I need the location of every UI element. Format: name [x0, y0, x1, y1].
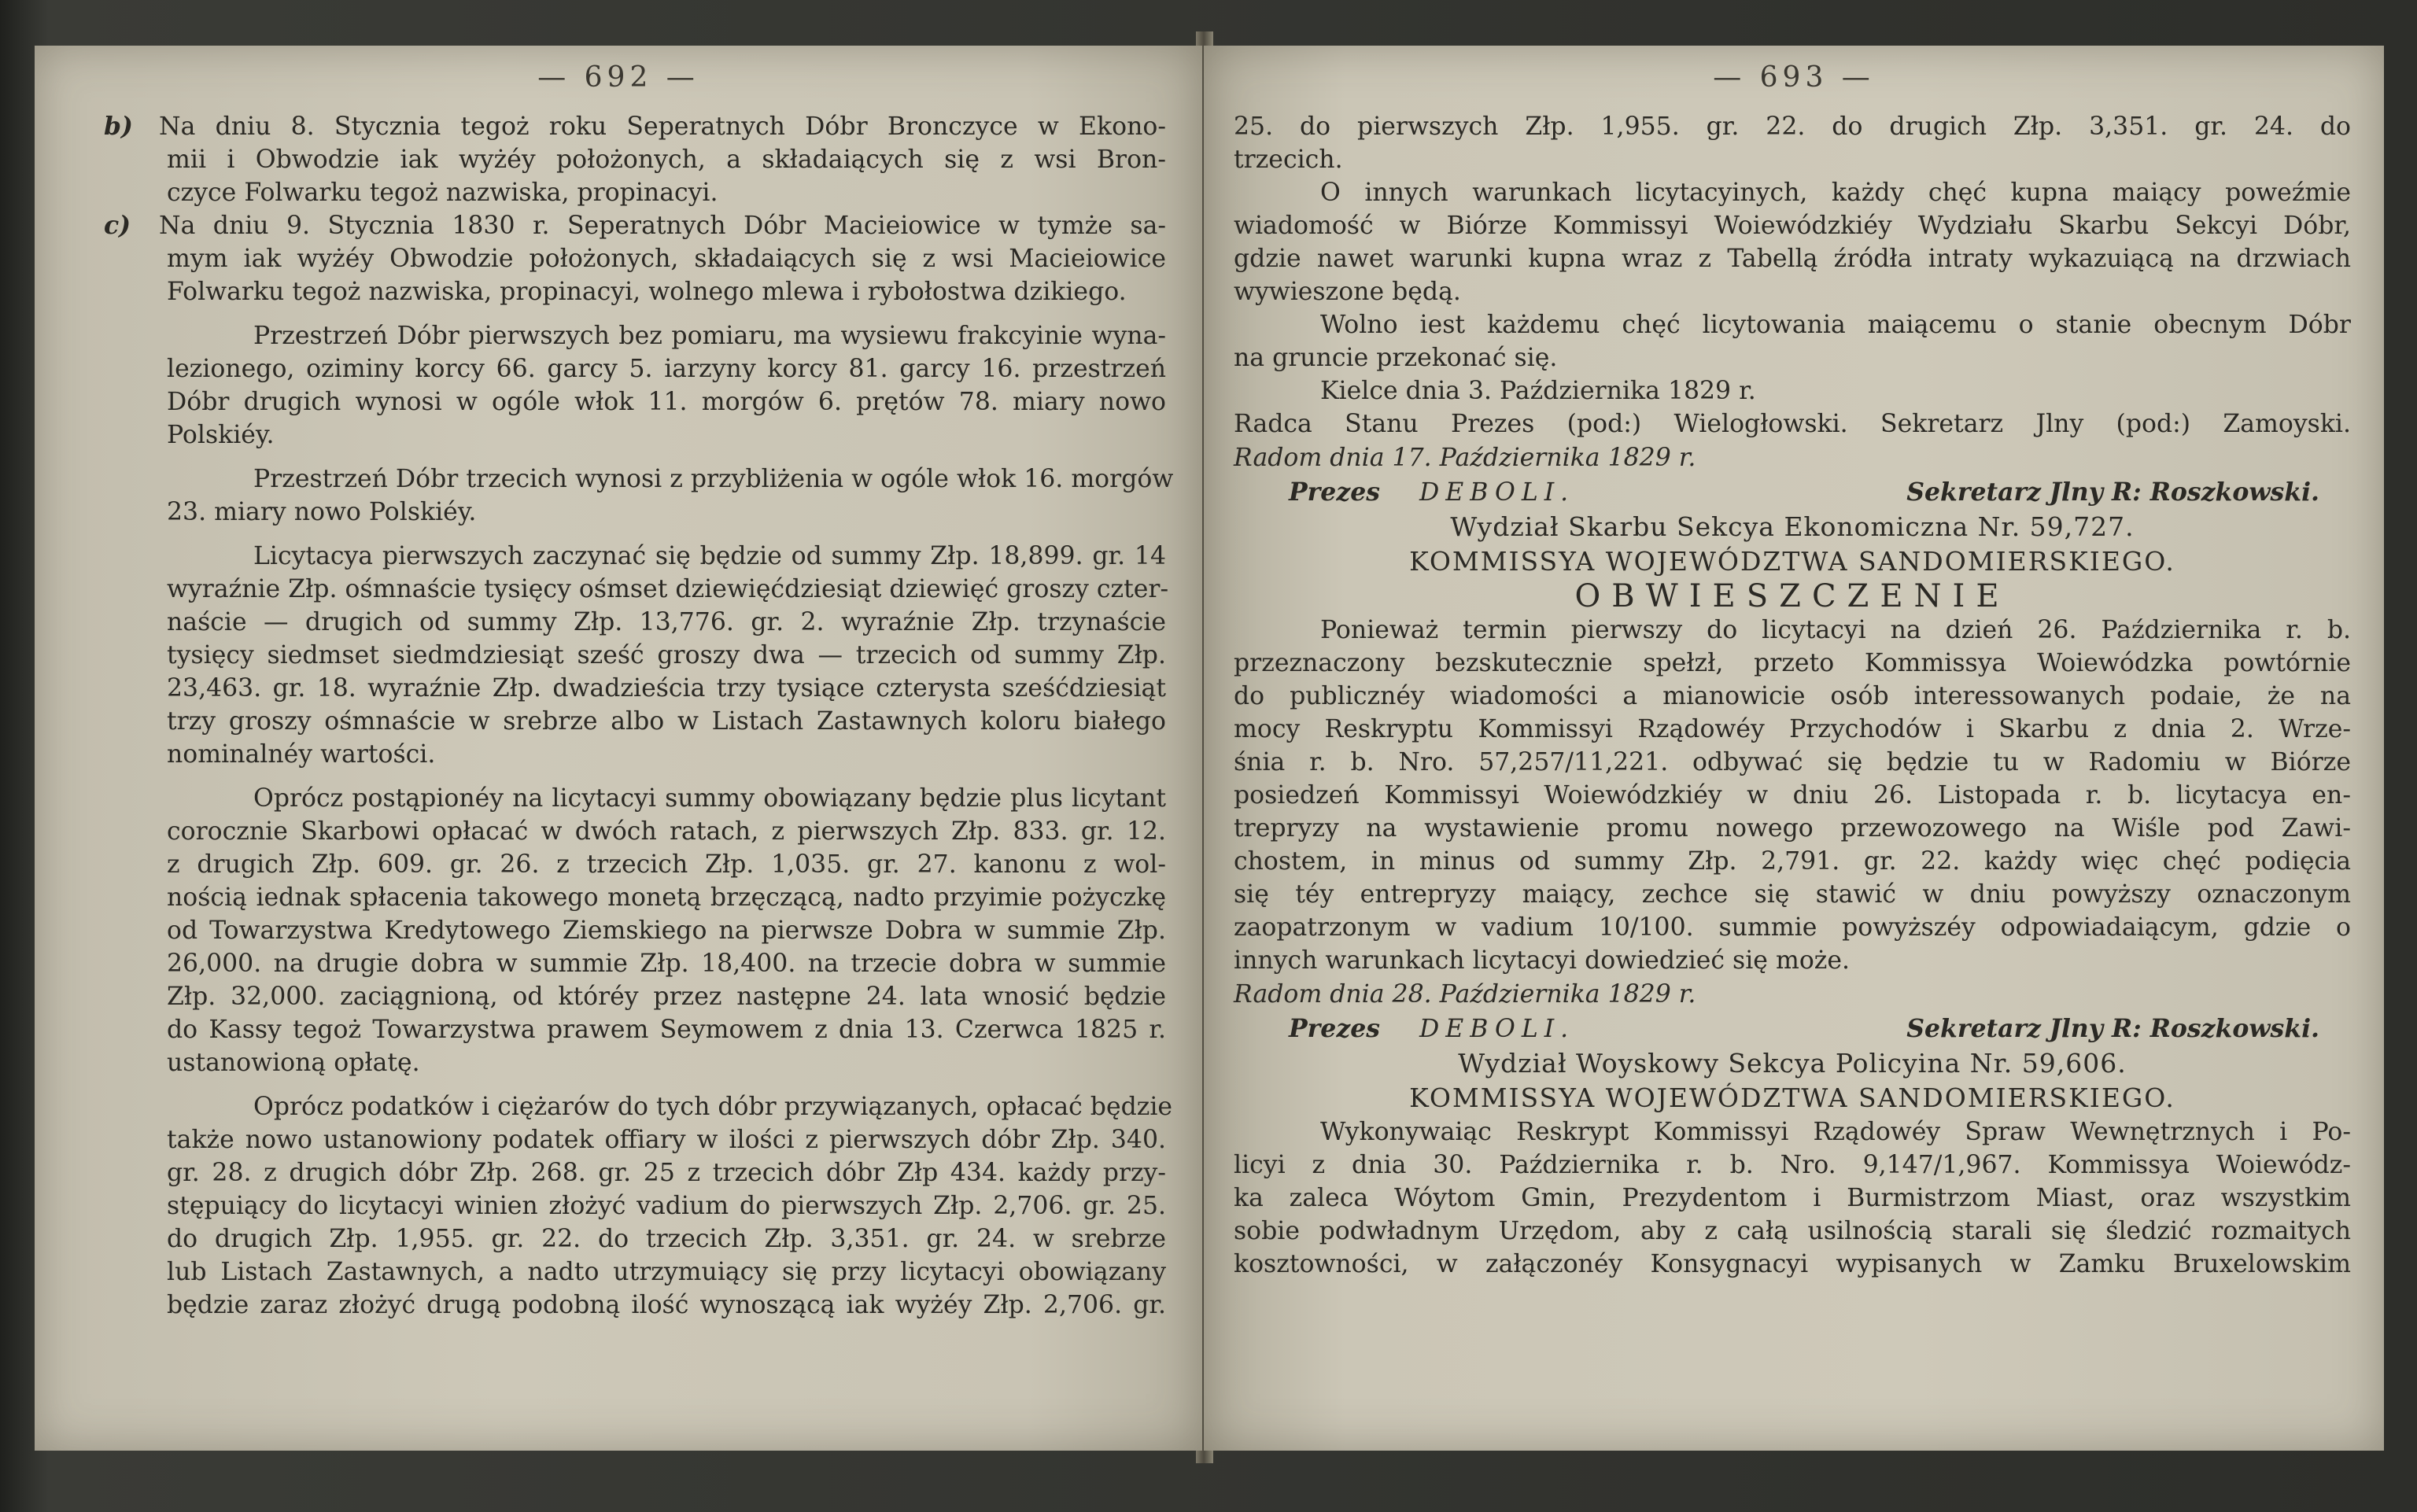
- paragraph-taxes: [167, 1090, 1173, 1322]
- text-line: posiedzeń Kommissyi Woiewódzkiéy w dniu 26. Listopada r. b. licytacya en-: [1234, 781, 2351, 809]
- left-page: [35, 46, 1202, 1451]
- text-line: się téy entrepryzy maiący, zechce się stawić w dniu powyższy oznaczonym: [1234, 880, 2351, 909]
- text-line: przeznaczony bezskutecznie spełzł, przeto Kommissya Woiewódzka powtórnie: [1234, 649, 2351, 677]
- text-line: mym iak wyżéy Obwodzie położonych, składaiących się z wsi Macieiowice: [167, 245, 1166, 273]
- page-number-693: — 693 —: [1713, 61, 1875, 94]
- text-line: lezionego, oziminy korcy 66. garcy 5. iarzyny korcy 81. garcy 16. przestrzeń: [167, 355, 1166, 383]
- text-line: do drugich Złp. 1,955. gr. 22. do trzecich Złp. 3,351. gr. 24. w srebrze: [167, 1225, 1166, 1253]
- text-line: trepryzy na wystawienie promu nowego przewozowego na Wiśle pod Zawi-: [1234, 814, 2351, 843]
- text-line: 26,000. na drugie dobra w summie Złp. 18,400. na trzecie dobra w summie: [167, 950, 1166, 978]
- text-line: lub Listach Zastawnych, a nadto utrzymuiący się przy licytacyi obowiązany: [167, 1258, 1166, 1286]
- text-line: będzie zaraz złożyć drugą podobną ilość wynoszącą iak wyżéy Złp. 2,706. gr.: [167, 1291, 1166, 1319]
- paragraph-licitation: [167, 540, 1169, 771]
- paragraph-area: [167, 319, 1166, 452]
- text-line: tysięcy siedmset siedmdziesiąt sześć groszy dwa — trzecich od summy Złp.: [167, 641, 1166, 669]
- text-line: 23. miary nowo Polskiéy.: [167, 498, 477, 526]
- item-c: [104, 209, 1166, 308]
- text-line: na gruncie przekonać się.: [1234, 344, 1558, 372]
- text-line: Oprócz podatków i ciężarów do tych dóbr przywiązanych, opłacać będzie: [253, 1093, 1173, 1121]
- kielce-date: Kielce dnia 3. Października 1829 r.: [1320, 377, 1756, 405]
- prezes-title: Prezes: [1289, 478, 1380, 507]
- text-line: wyraźnie Złp. ośmnaście tysięcy ośmset dziewięćdziesiąt dziewięć groszy czter-: [167, 575, 1169, 603]
- text-line: trzy groszy ośmnaście w srebrze albo w Listach Zastawnych koloru białego: [167, 707, 1166, 736]
- text-line: gdzie nawet warunki kupna wraz z Tabellą źródła intraty wykazuiącą na drzwiach: [1234, 245, 2351, 273]
- notice-title: OBWIESZCZENIE: [1574, 578, 2010, 614]
- paragraph-notice: [1234, 614, 2351, 977]
- text-line: Wolno iest każdemu chęć licytowania maiącemu o stanie obecnym Dóbr: [1320, 311, 2351, 339]
- text-line: 25. do pierwszych Złp. 1,955. gr. 22. do drugich Złp. 3,351. gr. 24. do: [1234, 112, 2351, 141]
- signatory-left: Radca Stanu Prezes (pod:) Wielogłowski.: [1234, 410, 1848, 438]
- opening-continuation: [1234, 110, 2351, 176]
- radom-date-2: Radom dnia 28. Października 1829 r.: [1234, 980, 1696, 1009]
- commission-heading-1: KOMMISSYA WOJEWÓDZTWA SANDOMIERSKIEGO.: [1409, 546, 2175, 577]
- text-line: nością iednak spłacenia takowego monetą brzęczącą, nadto przyimie pożyczkę: [167, 883, 1166, 912]
- text-line: Polskiéy.: [167, 421, 275, 449]
- text-line: corocznie Skarbowi opłacać w dwóch ratach, z pierwszych Złp. 833. gr. 12.: [167, 817, 1166, 846]
- paragraph-police: [1234, 1116, 2351, 1281]
- text-line: Przestrzeń Dóbr pierwszych bez pomiaru, ma wysiewu frakcyinie wyna-: [253, 322, 1166, 350]
- text-line: Na dniu 8. Stycznia tegoż roku Seperatnych Dóbr Bronczyce w Ekono-: [159, 112, 1166, 141]
- text-line: mii i Obwodzie iak wyżéy położonych, a składaiących się z wsi Bron-: [167, 146, 1166, 174]
- item-b: [104, 110, 1166, 209]
- text-line: chostem, in minus od summy Złp. 2,791. gr. 22. każdy więc chęć podięcia: [1234, 847, 2351, 876]
- text-line: z drugich Złp. 609. gr. 26. z trzecich Złp. 1,035. gr. 27. kanonu z wol-: [167, 850, 1166, 879]
- prezes-name: DEBOLI.: [1419, 478, 1575, 507]
- text-line: innych warunkach licytacyi dowiedzieć się może.: [1234, 946, 1851, 975]
- text-line: zaopatrzonym w vadium 10/100. summie powyższéy odpowiadaiącym, gdzie o: [1234, 913, 2351, 942]
- text-line: stępuiący do licytacyi winien złożyć vadium do pierwszych Złp. 2,706. gr. 25.: [167, 1192, 1166, 1220]
- prezes-title: Prezes: [1289, 1014, 1380, 1043]
- paragraph-area-remainder: [167, 463, 1174, 529]
- text-line: także nowo ustanowiony podatek offiary w ilości z pierwszych dóbr Złp. 340.: [167, 1126, 1166, 1154]
- text-line: Ponieważ termin pierwszy do licytacyi na dzień 26. Października r. b.: [1320, 616, 2351, 644]
- text-line: Licytacya pierwszych zaczynać się będzie od summy Złp. 18,899. gr. 14: [253, 542, 1166, 570]
- left-text-column: [104, 110, 1174, 1322]
- right-text-column: [1234, 110, 2351, 1281]
- text-line: kosztowności, w załączonéy Konsygnacyi wypisanych w Zamku Bruxelowskim: [1234, 1250, 2351, 1278]
- paragraph-free: [1234, 308, 2351, 374]
- item-label: c): [104, 211, 131, 240]
- dept-heading-1: Wydział Skarbu Sekcya Ekonomiczna Nr. 59,727.: [1450, 511, 2135, 542]
- text-line: Dóbr drugich wynosi w ogóle włok 11. morgów 6. prętów 78. miary nowo: [167, 388, 1166, 416]
- signatories-kielce: [1234, 408, 2351, 441]
- text-line: naście — drugich od summy Złp. 13,776. gr. 2. wyraźnie Złp. trzynaście: [167, 608, 1166, 636]
- signatories-radom-1: [1234, 475, 2351, 510]
- radom-date-1: Radom dnia 17. Października 1829 r.: [1234, 444, 1696, 472]
- paragraph-info: [1234, 176, 2351, 308]
- text-line: wywieszone będą.: [1234, 278, 1461, 306]
- item-label: b): [104, 112, 133, 141]
- text-line: 23,463. gr. 18. wyraźnie Złp. dwadzieścia trzy tysiące czterysta sześćdziesiąt: [167, 674, 1166, 703]
- right-page: [1204, 46, 2384, 1451]
- text-line: Złp. 32,000. zaciągnioną, od któréy przez następne 24. lata wnosić będzie: [167, 983, 1166, 1011]
- text-line: ka zaleca Wóytom Gmin, Prezydentom i Burmistrzom Miast, oraz wszystkim: [1234, 1184, 2351, 1212]
- text-line: O innych warunkach licytacyinych, każdy chęć kupna maiący poweźmie: [1320, 179, 2351, 207]
- dept-heading-2: Wydział Woyskowy Sekcya Policyina Nr. 59,606.: [1458, 1048, 2127, 1079]
- signatories-radom-2: [1234, 1012, 2351, 1046]
- text-line: nominalnéy wartości.: [167, 740, 436, 769]
- paragraph-obligations: [167, 782, 1166, 1079]
- commission-heading-2: KOMMISSYA WOJEWÓDZTWA SANDOMIERSKIEGO.: [1409, 1082, 2175, 1113]
- text-line: ustanowioną opłatę.: [167, 1049, 420, 1077]
- text-line: do Kassy tegoż Towarzystwa prawem Seymowem z dnia 13. Czerwca 1825 r.: [167, 1016, 1166, 1044]
- text-line: Na dniu 9. Stycznia 1830 r. Seperatnych Dóbr Macieiowice w tymże sa-: [159, 212, 1166, 240]
- prezes-name: DEBOLI.: [1419, 1015, 1575, 1043]
- text-line: sobie podwładnym Urzędom, aby z całą usilnością starali się śledzić rozmaitych: [1234, 1217, 2351, 1245]
- text-line: trzecich.: [1234, 146, 1343, 174]
- text-line: gr. 28. z drugich dóbr Złp. 268. gr. 25 z trzecich dóbr Złp 434. każdy przy-: [167, 1159, 1166, 1187]
- text-line: Wykonywaiąc Reskrypt Kommissyi Rządowéy Spraw Wewnętrznych i Po-: [1320, 1118, 2351, 1146]
- secretary: Sekretarz Jlny R: Roszkowski.: [1906, 1014, 2319, 1043]
- text-line: Oprócz postąpionéy na licytacyi summy obowiązany będzie plus licytant: [253, 784, 1166, 813]
- text-line: do publicznéy wiadomości a mianowicie osób interessowanych podaie, że na: [1234, 682, 2351, 710]
- text-line: wiadomość w Biórze Kommissyi Woiewódzkiéy Wydziału Skarbu Sekcyi Dóbr,: [1234, 212, 2351, 240]
- text-line: Folwarku tegoż nazwiska, propinacyi, wolnego mlewa i rybołostwa dzikiego.: [167, 278, 1127, 306]
- signatory-right: Sekretarz Jlny (pod:) Zamoyski.: [1880, 410, 2352, 438]
- text-line: śnia r. b. Nro. 57,257/11,221. odbywać się będzie tu w Radomiu w Biórze: [1234, 748, 2351, 776]
- text-line: licyi z dnia 30. Października r. b. Nro. 9,147/1,967. Kommissya Woiewódz-: [1234, 1151, 2351, 1179]
- secretary: Sekretarz Jlny R: Roszkowski.: [1906, 478, 2319, 507]
- text-line: mocy Reskryptu Kommissyi Rządowéy Przychodów i Skarbu z dnia 2. Wrze-: [1234, 715, 2351, 743]
- text-line: czyce Folwarku tegoż nazwiska, propinacyi.: [167, 179, 718, 207]
- text-line: Przestrzeń Dóbr trzecich wynosi z przybliżenia w ogóle włok 16. morgów: [253, 465, 1174, 493]
- text-line: od Towarzystwa Kredytowego Ziemskiego na pierwsze Dobra w summie Złp.: [167, 916, 1166, 945]
- page-number-692: — 692 —: [537, 61, 699, 94]
